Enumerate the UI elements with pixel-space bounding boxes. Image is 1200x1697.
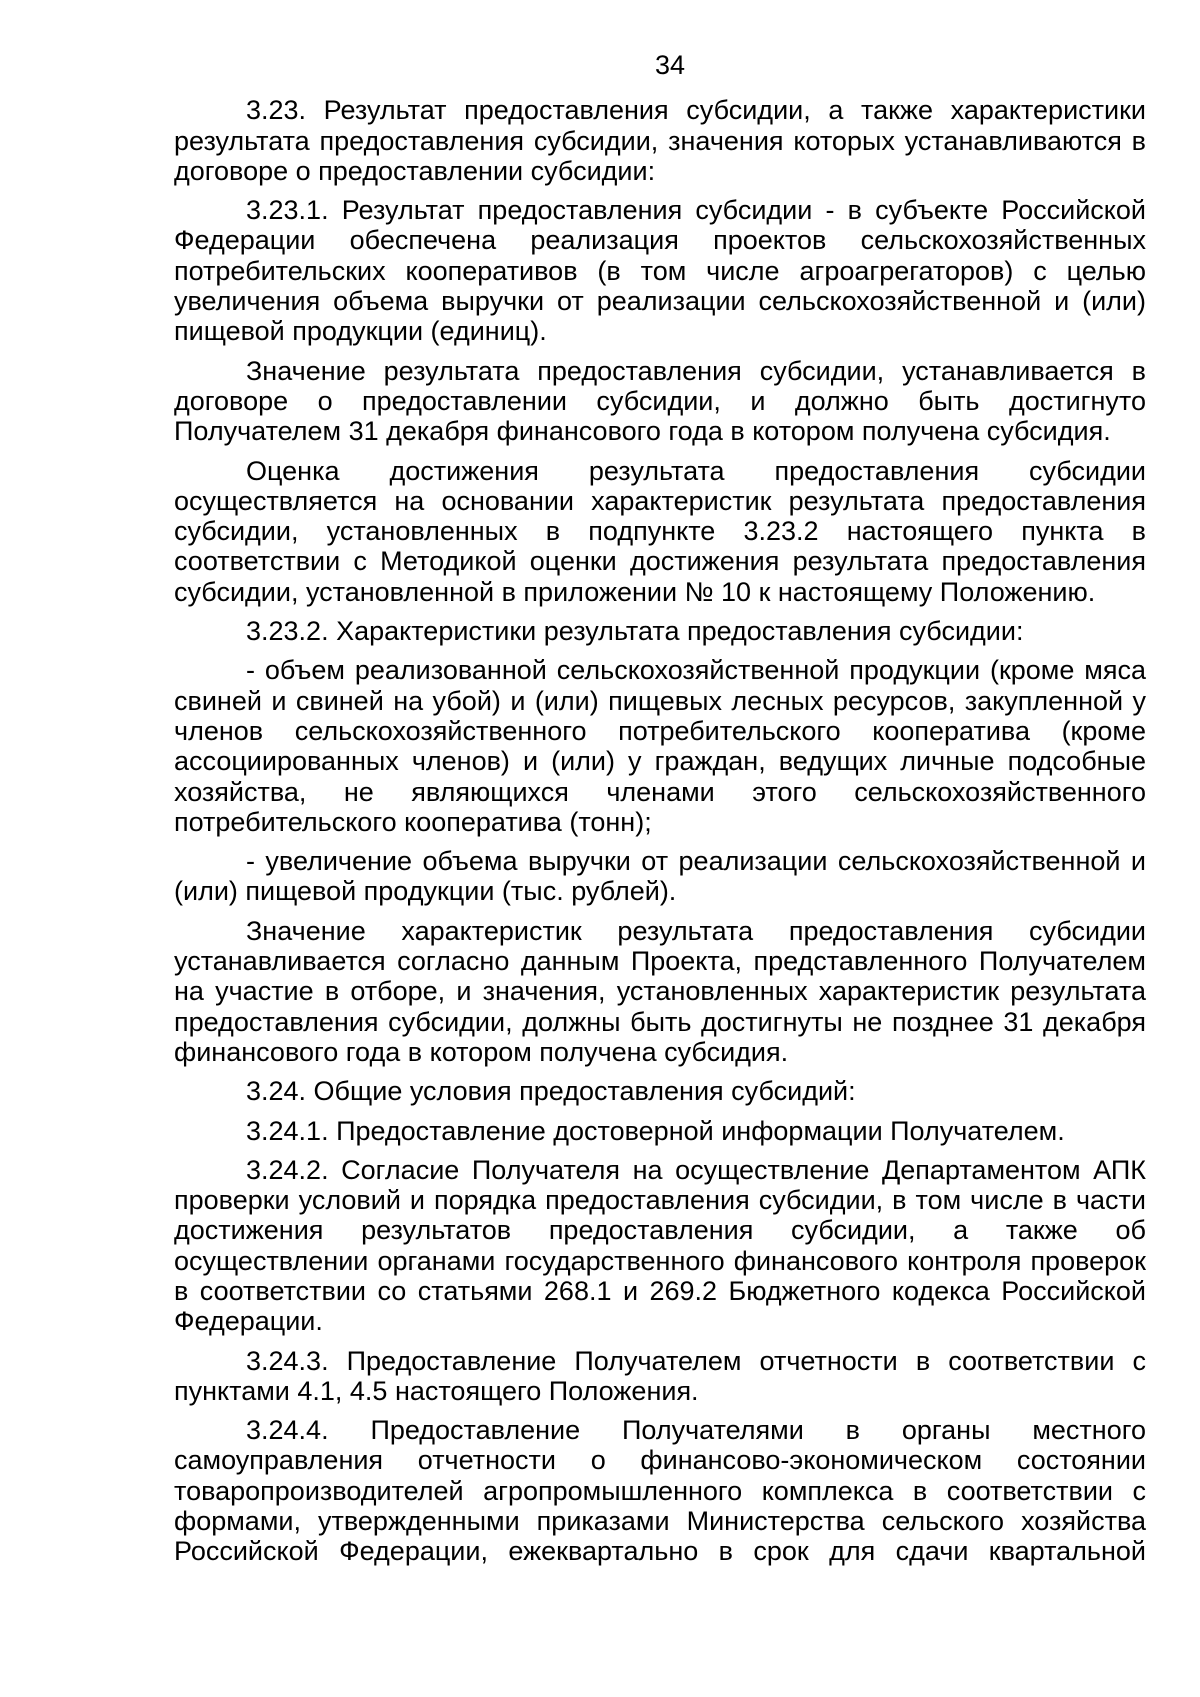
- paragraph-3-24-4: 3.24.4. Предоставление Получателями в органы местного самоуправления отчетности о финансово-экономическом состоянии товаропроизводителей агропромышленного комплекса в соответствии с формами, утвержденными приказами Министерства сельского хозяйства Российской Федерации, ежеквартально в срок для сдачи квартальной: [174, 1415, 1146, 1567]
- paragraph-characteristics-value: Значение характеристик результата предоставления субсидии устанавливается согласно данным Проекта, представленного Получателем на участие в отборе, и значения, установленных характеристик результата предоставления субсидии, должны быть достигнуты не позднее 31 декабря финансового года в котором получена субсидия.: [174, 915, 1146, 1067]
- paragraph-3-23-2: 3.23.2. Характеристики результата предоставления субсидии:: [246, 616, 1024, 647]
- paragraph-3-23: 3.23. Результат предоставления субсидии, а также характеристики результата предоставления субсидии, значения которых устанавливаются в договоре о предоставлении субсидии:: [174, 95, 1146, 186]
- paragraph-3-23-1: 3.23.1. Результат предоставления субсидии - в субъекте Российской Федерации обеспечена реализация проектов сельскохозяйственных потребительских кооперативов (в том числе агроагрегаторов) с целью увеличения объема выручки от реализации сельскохозяйственной и (или) пищевой продукции (единиц).: [174, 195, 1146, 347]
- paragraph-result-assessment: Оценка достижения результата предоставления субсидии осуществляется на основании характеристик результата предоставления субсидии, установленных в подпункте 3.23.2 настоящего пункта в соответствии с Методикой оценки достижения результата предоставления субсидии, установленной в приложении № 10 к настоящему Положению.: [174, 455, 1146, 607]
- paragraph-3-24-1: 3.24.1. Предоставление достоверной информации Получателем.: [246, 1115, 1065, 1146]
- paragraph-3-24-2: 3.24.2. Согласие Получателя на осуществление Департаментом АПК проверки условий и порядка предоставления субсидии, в том числе в части достижения результатов предоставления субсидии, а также об осуществлении органами государственного финансового контроля проверок в соответствии со статьями 268.1 и 269.2 Бюджетного кодекса Российской Федерации.: [174, 1154, 1146, 1337]
- paragraph-result-value: Значение результата предоставления субсидии, устанавливается в договоре о предоставлении субсидии, и должно быть достигнуто Получателем 31 декабря финансового года в котором получена субсидия.: [174, 355, 1146, 447]
- paragraph-3-24: 3.24. Общие условия предоставления субсидий:: [246, 1076, 856, 1107]
- paragraph-characteristic-volume: - объем реализованной сельскохозяйственной продукции (кроме мяса свиней и свиней на убой) и (или) пищевых лесных ресурсов, закупленной у членов сельскохозяйственного потребительского кооператива (кроме ассоциированных членов) и (или) у граждан, ведущих личные подсобные хозяйства, не являющихся членами этого сельскохозяйственного потребительского кооператива (тонн);: [174, 655, 1146, 837]
- page-number: 34: [654, 50, 686, 80]
- paragraph-3-24-3: 3.24.3. Предоставление Получателем отчетности в соответствии с пунктами 4.1, 4.5 настоящего Положения.: [174, 1345, 1146, 1406]
- paragraph-characteristic-revenue: - увеличение объема выручки от реализации сельскохозяйственной и (или) пищевой продукции (тыс. рублей).: [174, 846, 1146, 907]
- document-page: [174, 50, 1146, 1567]
